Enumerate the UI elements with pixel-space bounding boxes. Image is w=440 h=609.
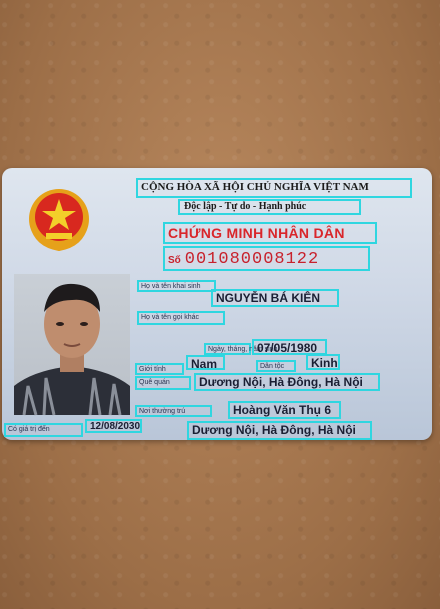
card-number: 001080008122 [184,250,320,269]
hometown-value: Dương Nội, Hà Đông, Hà Nội [194,373,380,391]
card-number-field [163,246,370,271]
expiry-value: 12/08/2030 [85,419,142,433]
ethnicity-value: Kinh [306,354,340,370]
dob-value: 07/05/1980 [252,339,327,355]
sex-value: Nam [186,355,225,370]
other-name-label: Họ và tên gọi khác [137,311,225,325]
hometown-label: Quê quán [135,376,191,390]
dob-label: Ngày, tháng, năm sinh [204,343,251,355]
number-label: Số [168,255,181,266]
residence-label: Nơi thường trú [135,405,212,417]
residence-area: Dương Nội, Hà Đông, Hà Nội [187,421,372,440]
header-motto: Độc lập - Tự do - Hạnh phúc [178,199,361,215]
residence-street: Hoàng Văn Thụ 6 [228,401,341,419]
card-title: CHỨNG MINH NHÂN DÂN [163,222,377,244]
national-emblem-icon [24,185,94,255]
sex-label: Giới tính [135,363,184,375]
portrait-photo [14,274,130,415]
expiry-label: Có giá trị đến [4,423,83,437]
header-country: CỘNG HÒA XÃ HỘI CHỦ NGHĨA VIỆT NAM [136,178,412,198]
ethnicity-label: Dân tộc [256,360,296,372]
name-label: Họ và tên khai sinh [137,280,216,292]
name-value: NGUYỄN BÁ KIÊN [211,289,339,307]
